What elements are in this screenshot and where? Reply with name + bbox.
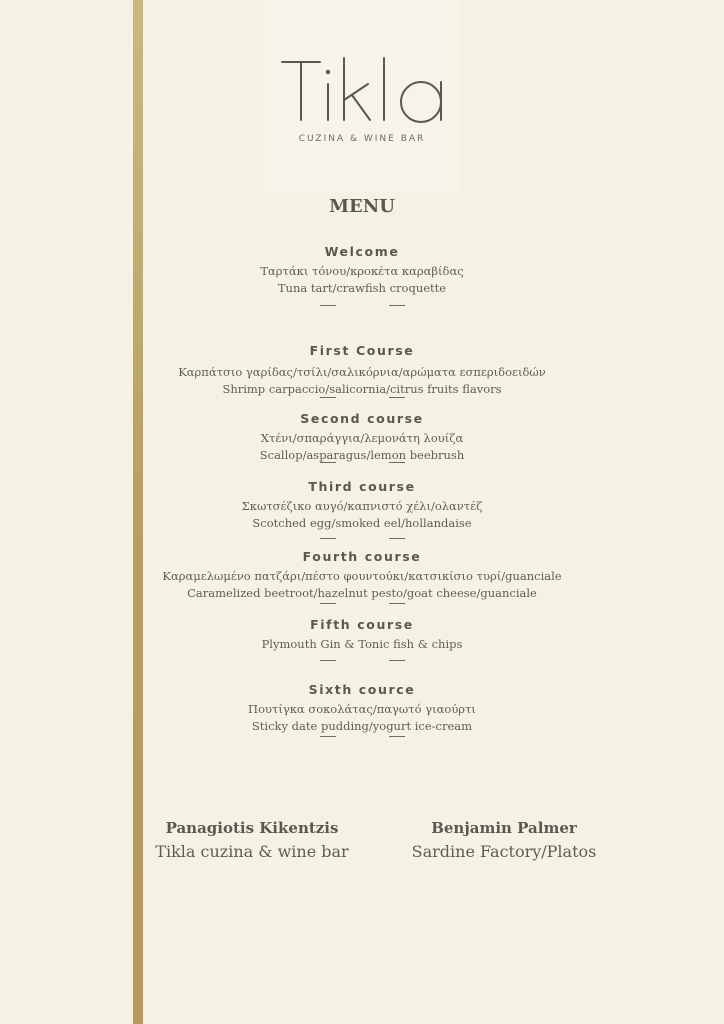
tikla-wordmark xyxy=(264,0,460,130)
course-first xyxy=(0,342,724,398)
dish-greek: Καρπάτσιο γαρίδας/τσίλι/σαλικόρνια/αρώματα εσπεριδοειδών xyxy=(178,365,546,379)
logo xyxy=(264,0,460,192)
course-sixth xyxy=(0,681,724,735)
chef-right xyxy=(374,817,634,865)
course-name: Fourth course xyxy=(302,549,422,564)
course-name: Third course xyxy=(308,479,416,494)
course-second xyxy=(0,410,724,464)
dish-greek: Καραμελωμένο πατζάρι/πέστο φουντούκι/κατσικίσιο τυρί/guanciale xyxy=(162,569,562,583)
dish-english: Sticky date pudding/yogurt ice-cream xyxy=(251,719,473,733)
dish-greek: Χτένι/σπαράγγια/λεμονάτη λουίζα xyxy=(260,431,464,445)
dish-english: Plymouth Gin & Tonic fish & chips xyxy=(261,637,463,651)
dish-greek: Ταρτάκι τόνου/κροκέτα καραβίδας xyxy=(260,264,464,278)
course-name: Fifth course xyxy=(310,617,414,632)
course-fourth xyxy=(0,548,724,602)
dish-english: Tuna tart/crawfish croquette xyxy=(277,281,447,295)
menu-title: MENU xyxy=(329,196,395,217)
course-name: Welcome xyxy=(324,244,400,259)
chef-name: Panagiotis Kikentzis xyxy=(165,819,339,837)
dish-english: Shrimp carpaccio/salicornia/citrus fruits flavors xyxy=(222,382,502,396)
course-fifth xyxy=(0,616,724,653)
course-name: First Course xyxy=(309,343,415,358)
dish-greek: Σκωτσέζικο αυγό/καπνιστό χέλι/ολαντέζ xyxy=(241,499,483,513)
separator-dashes xyxy=(0,660,724,662)
dish-greek: Πουτίγκα σοκολάτας/παγωτό γιαούρτι xyxy=(248,702,476,716)
chef-name: Benjamin Palmer xyxy=(431,819,577,837)
dish-english: Caramelized beetroot/hazelnut pesto/goat cheese/guanciale xyxy=(187,586,537,600)
separator-dashes xyxy=(0,305,724,307)
separator-dashes xyxy=(0,397,724,399)
separator-dashes xyxy=(0,538,724,540)
course-name: Sixth cource xyxy=(308,682,416,697)
dish-english: Scotched egg/smoked eel/hollandaise xyxy=(252,516,472,530)
separator-dashes xyxy=(0,603,724,605)
course-third xyxy=(0,478,724,532)
chef-place: Tikla cuzina & wine bar xyxy=(155,842,349,861)
logo-subtitle: CUZINA & WINE BAR xyxy=(298,134,426,144)
course-name: Second course xyxy=(300,411,424,426)
chef-left xyxy=(122,817,382,865)
separator-dashes xyxy=(0,462,724,464)
dish-english: Scallop/asparagus/lemon beebrush xyxy=(259,448,465,462)
separator-dashes xyxy=(0,736,724,738)
chef-place: Sardine Factory/Platos xyxy=(411,842,597,861)
course-welcome xyxy=(0,243,724,297)
